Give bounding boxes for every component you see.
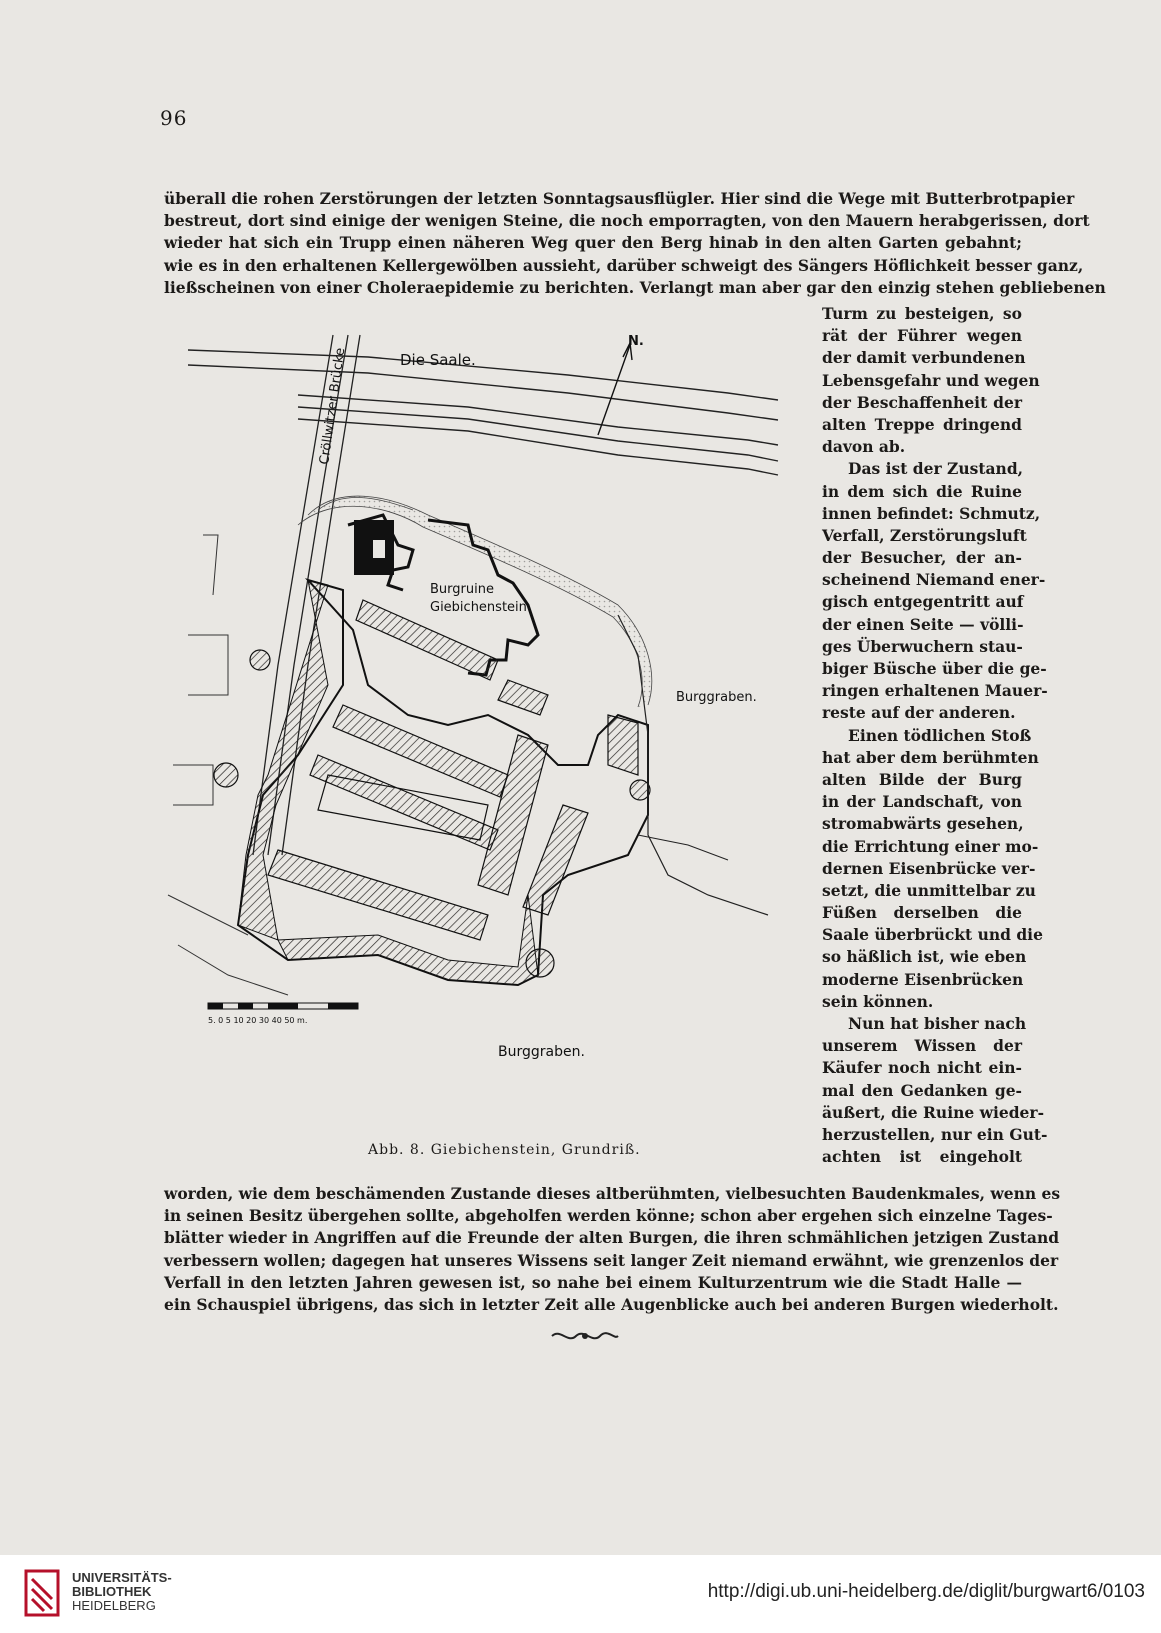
- text-line: der einen Seite — völli-: [822, 614, 1024, 634]
- text-line: überall die rohen Zerstörungen der letzten Sonntagsausflügler. Hier sind die Wege mit Butterbrotpapier: [164, 189, 1075, 208]
- text-line: unserem Wissen der: [822, 1036, 1022, 1056]
- text-line: blätter wieder in Angriffen auf die Freunde der alten Burgen, die ihren schmählichen jetzigen Zustand: [164, 1228, 1060, 1248]
- text-line: Einen tödlichen Stoß: [848, 725, 1032, 745]
- library-footer: [0, 1555, 1161, 1633]
- text-line: achten ist eingeholt: [822, 1147, 1022, 1167]
- text-line: Nun hat bisher nach: [848, 1014, 1027, 1033]
- tower-inner: [373, 540, 385, 558]
- text-line: ringen erhaltenen Mauer-: [822, 681, 1048, 701]
- north-arrow: [598, 343, 632, 435]
- library-name-line: BIBLIOTHEK: [72, 1584, 152, 1599]
- text-line: rät der Führer wegen: [822, 326, 1022, 346]
- river-saale: [188, 350, 778, 475]
- scale-label: 5. 0 5 10 20 30 40 50 m.: [208, 1016, 308, 1025]
- text-line: dernen Eisenbrücke ver-: [822, 858, 1036, 878]
- text-line: stromabwärts gesehen,: [822, 814, 1024, 834]
- text-line: scheinend Niemand ener-: [822, 570, 1046, 590]
- round-tower: [630, 780, 650, 800]
- text-line: in seinen Besitz übergehen sollte, abgeholfen werden könne; schon aber ergehen sich einzelne Tages-: [164, 1206, 1053, 1226]
- text-line: hat aber dem berühmten: [822, 747, 1039, 767]
- north-label: N.: [628, 334, 644, 349]
- text-line: wieder hat sich ein Trupp einen näheren Weg quer den Berg hinab in den alten Garten gebahnt;: [164, 233, 1022, 253]
- text-line: reste auf der anderen.: [822, 703, 1016, 723]
- scale-bar: [208, 1003, 358, 1009]
- ruin-label-1: Burgruine: [430, 582, 494, 597]
- side-column-text: [822, 303, 1048, 1168]
- top-paragraph: [164, 188, 1106, 299]
- round-tower: [214, 763, 238, 787]
- text-line: davon ab.: [822, 437, 906, 457]
- text-line: herzustellen, nur ein Gut-: [822, 1124, 1048, 1144]
- text-line: alten Bilde der Burg: [822, 769, 1022, 789]
- moat-east-line: [638, 835, 728, 860]
- round-tower: [250, 650, 270, 670]
- bottom-paragraph: [164, 1183, 1061, 1316]
- text-line: ges Überwuchern stau-: [822, 636, 1023, 656]
- figure-caption: Abb. 8. Giebichenstein, Grundriß.: [368, 1142, 641, 1158]
- text-line: setzt, die unmittelbar zu: [822, 880, 1036, 900]
- text-line: in dem sich die Ruine: [822, 481, 1022, 501]
- text-line: Verfall in den letzten Jahren gewesen ist, so nahe bei einem Kulturzentrum wie die Stadt Halle —: [164, 1272, 1022, 1292]
- text-line: Lebensgefahr und wegen: [822, 370, 1040, 390]
- library-name-line: UNIVERSITÄTS-: [72, 1570, 172, 1585]
- text-line: verbessern wollen; dagegen hat unseres Wissens seit langer Zeit niemand erwähnt, wie grenzenlos der: [164, 1250, 1059, 1270]
- text-line: Füßen derselben die: [822, 903, 1022, 923]
- text-line: Das ist der Zustand,: [848, 459, 1024, 479]
- text-line: worden, wie dem beschämenden Zustande dieses altberühmten, vielbesuchten Baudenkmales, wenn es: [164, 1184, 1061, 1203]
- bridge-label: Cröllwitzer Brücke: [317, 346, 349, 466]
- text-line: der Besucher, der an-: [822, 548, 1022, 568]
- text-line: mal den Gedanken ge-: [822, 1080, 1022, 1100]
- castle-ground-plan: [168, 335, 800, 1135]
- moat-label-east: Burggraben.: [676, 690, 757, 705]
- text-line: innen befindet: Schmutz,: [822, 503, 1041, 523]
- text-line: so häßlich ist, wie eben: [822, 947, 1027, 967]
- library-logo-icon: [18, 1565, 66, 1621]
- library-name-line: HEIDELBERG: [72, 1598, 156, 1613]
- text-line: alten Treppe dringend: [822, 414, 1022, 434]
- text-line: der damit verbundenen: [822, 348, 1026, 368]
- ornament-icon: [550, 1328, 620, 1344]
- text-line: wie es in den erhaltenen Kellergewölben aussieht, darüber schweigt des Sängers Höflichkeit besser ganz,: [164, 255, 1084, 275]
- text-line: die Errichtung einer mo-: [822, 836, 1039, 856]
- text-line: moderne Eisenbrücken: [822, 969, 1024, 989]
- source-url-link[interactable]: http://digi.ub.uni-heidelberg.de/diglit/burgwart6/0103: [707, 1581, 1145, 1602]
- page-number: 96: [160, 106, 188, 130]
- text-line: Saale überbrückt und die: [822, 925, 1043, 945]
- moat-label-south: Burggraben.: [498, 1044, 585, 1060]
- river-label: Die Saale.: [400, 351, 476, 369]
- text-line: der Beschaffenheit der: [822, 392, 1022, 412]
- library-name: [72, 1571, 172, 1613]
- ruin-label-2: Giebichenstein: [430, 600, 527, 615]
- text-line: Verfall, Zerstörungsluft: [822, 525, 1027, 545]
- text-line: ließscheinen von einer Choleraepidemie zu berichten. Verlangt man aber gar den einzig stehen gebliebenen: [164, 277, 1106, 297]
- text-line: äußert, die Ruine wieder-: [822, 1102, 1045, 1122]
- text-line: ein Schauspiel übrigens, das sich in letzter Zeit alle Augenblicke auch bei anderen Burgen wiederholt.: [164, 1294, 1059, 1314]
- courtyard-buildings: [268, 600, 638, 940]
- text-line: Turm zu besteigen, so: [822, 304, 1022, 323]
- round-tower: [526, 949, 554, 977]
- text-line: in der Landschaft, von: [822, 792, 1022, 812]
- text-line: gisch entgegentritt auf: [822, 592, 1024, 612]
- text-line: Käufer noch nicht ein-: [822, 1058, 1022, 1078]
- text-line: biger Büsche über die ge-: [822, 659, 1047, 678]
- text-line: sein können.: [822, 991, 934, 1011]
- text-line: bestreut, dort sind einige der wenigen Steine, die noch emporragten, von den Mauern herabgerissen, dort: [164, 211, 1090, 231]
